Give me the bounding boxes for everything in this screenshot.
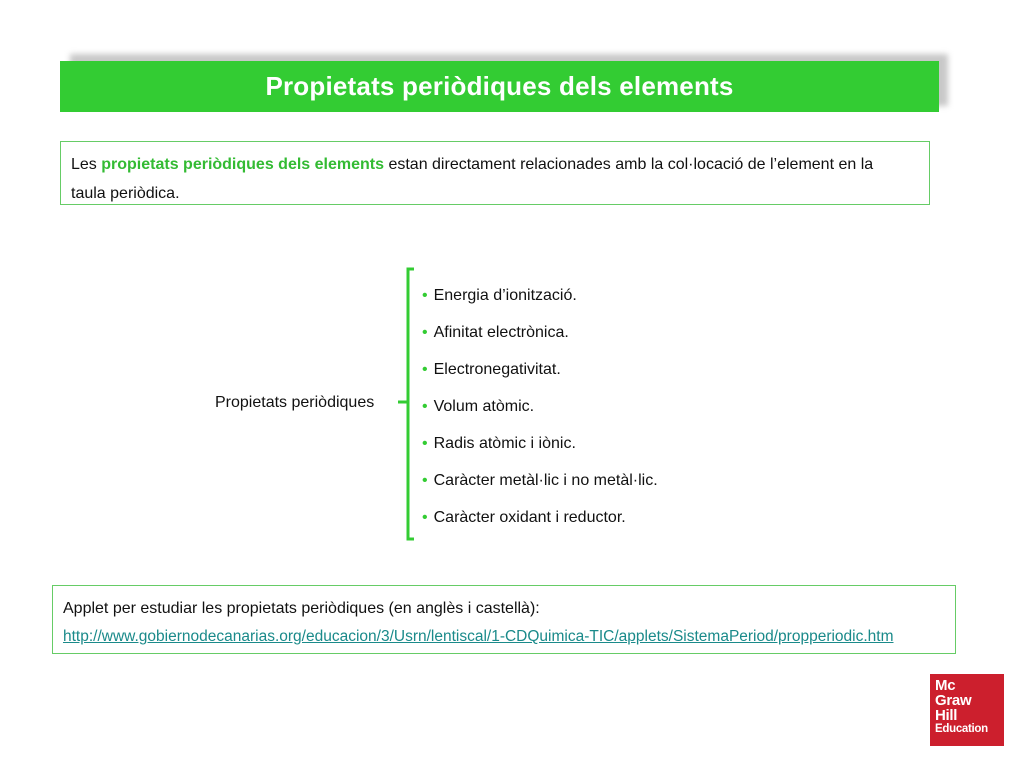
intro-highlight: propietats periòdiques dels elements: [101, 156, 384, 173]
list-item: • Caràcter metàl·lic i no metàl·lic.: [422, 472, 658, 489]
title-bar: [60, 61, 939, 112]
bullet-icon: •: [422, 509, 428, 526]
applet-link[interactable]: http://www.gobiernodecanarias.org/educacion/3/Usrn/lentiscal/1-CDQuimica-TIC/applets/SistemaPeriod/propperiodic.htm: [63, 628, 894, 645]
curly-bracket-icon: [396, 266, 416, 542]
property-list: [422, 284, 658, 543]
bullet-icon: •: [422, 398, 428, 415]
list-item: • Energia d’ionització.: [422, 287, 577, 304]
list-item: • Electronegativitat.: [422, 361, 561, 378]
list-item: • Afinitat electrònica.: [422, 324, 569, 341]
bullet-icon: •: [422, 287, 428, 304]
bullet-icon: •: [422, 324, 428, 341]
list-item: • Volum atòmic.: [422, 398, 535, 415]
bullet-icon: •: [422, 361, 428, 378]
intro-prefix: Les: [71, 156, 102, 173]
bullet-icon: •: [422, 472, 428, 489]
applet-box: [52, 585, 956, 654]
applet-label: Applet per estudiar les propietats periòdiques (en anglès i castellà):: [63, 600, 540, 617]
bullet-icon: •: [422, 435, 428, 452]
list-item: • Radis atòmic i iònic.: [422, 435, 576, 452]
mcgraw-hill-logo: Mc Graw Hill Education: [930, 674, 1004, 746]
list-item: • Caràcter oxidant i reductor.: [422, 509, 626, 526]
intro-line2: taula periòdica.: [71, 185, 180, 202]
intro-box: [60, 141, 930, 205]
intro-line1-rest: estan directament relacionades amb la col·locació de l’element en la: [384, 156, 874, 173]
page-title: Propietats periòdiques dels elements: [265, 71, 734, 101]
diagram-center-label: Propietats periòdiques: [215, 394, 375, 411]
